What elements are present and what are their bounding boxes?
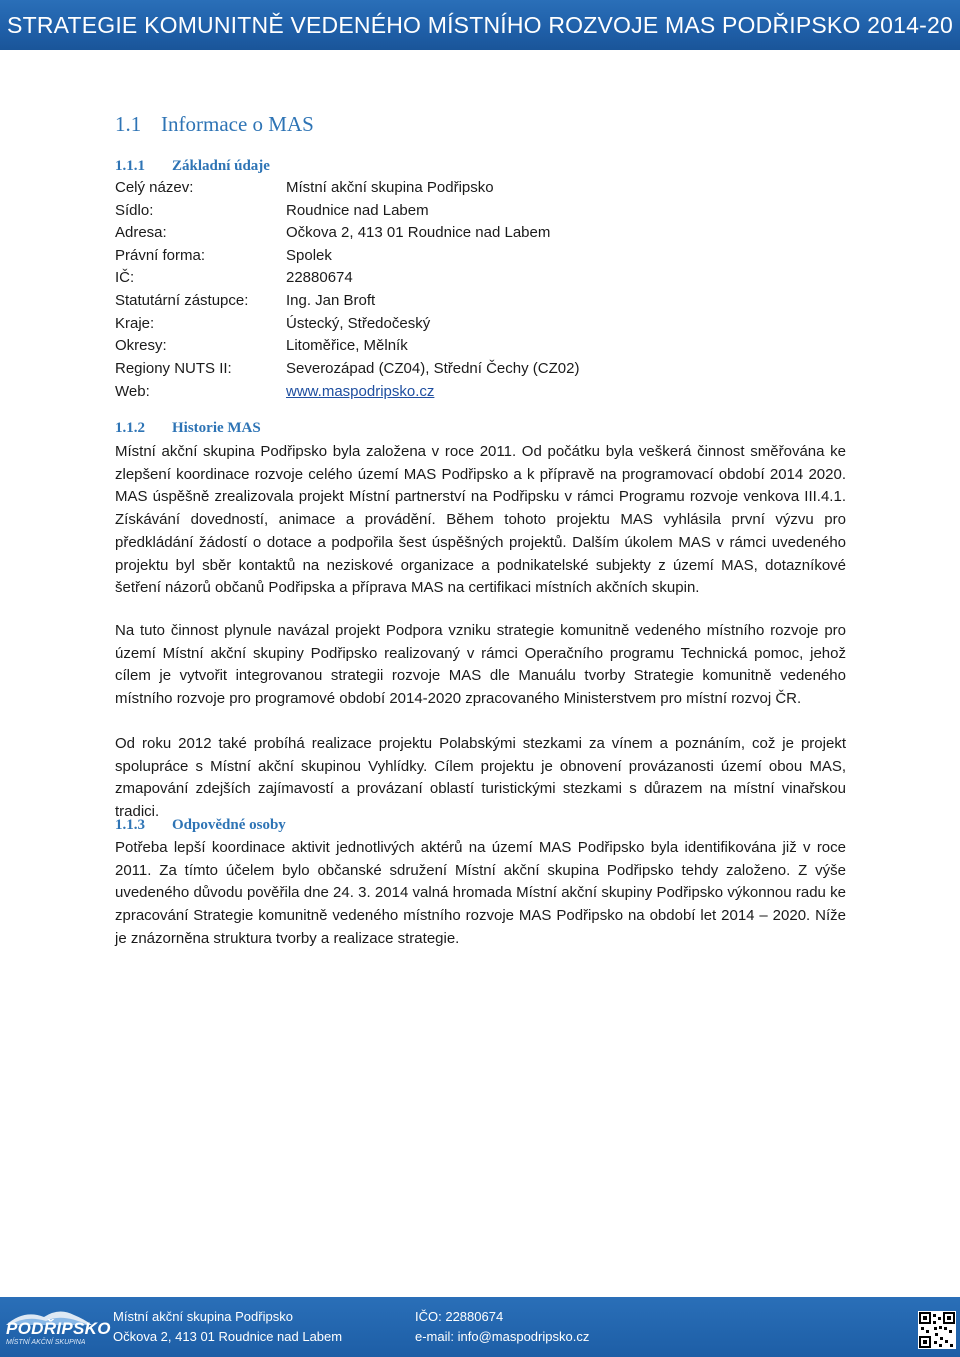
info-label: IČ: <box>115 269 135 286</box>
info-value: Ing. Jan Broft <box>286 292 376 309</box>
section-heading <box>115 112 314 137</box>
logo-subtitle: MÍSTNÍ AKČNÍ SKUPINA <box>6 1339 86 1346</box>
footer-band <box>0 1297 960 1357</box>
info-label: Celý název: <box>115 179 194 196</box>
responsible-title: Odpovědné osoby <box>172 817 286 833</box>
footer-org-name: Místní akční skupina Podřipsko <box>113 1309 293 1324</box>
section-title: Informace o MAS <box>161 112 314 136</box>
history-title: Historie MAS <box>172 420 261 436</box>
footer-address: Očkova 2, 413 01 Roudnice nad Labem <box>113 1329 343 1344</box>
info-value: Místní akční skupina Podřipsko <box>286 179 494 196</box>
info-label: Statutární zástupce: <box>115 292 249 309</box>
info-value: Severozápad (CZ04), Střední Čechy (CZ02) <box>286 360 580 377</box>
info-value: Očkova 2, 413 01 Roudnice nad Labem <box>286 224 551 241</box>
history-paragraph: Od roku 2012 také probíhá realizace projektu Polabskými stezkami za vínem a poznáním, což je projekt spolupráce s Místní akční skupinou Vyhlídky. Cílem projektu je obnovení provázanosti území obou MAS, zmapování zdejších zajímavostí a provázaní oblastí turistickými stezkami s důrazem na místní vinařskou tradici. <box>115 735 846 821</box>
qr-code-icon <box>918 1311 956 1349</box>
section-number: 1.1 <box>115 112 142 136</box>
info-value: Litoměřice, Mělník <box>286 337 408 354</box>
basic-info-heading <box>115 158 270 175</box>
info-label: Regiony NUTS II: <box>115 360 232 377</box>
responsible-heading <box>115 817 286 834</box>
info-label: Okresy: <box>115 337 167 354</box>
history-paragraph: Na tuto činnost plynule navázal projekt Podpora vzniku strategie komunitně vedeného místního rozvoje pro území Místní akční skupiny Podřipsko realizovaný v rámci Operačního programu Technická pomoc, jehož cílem je vytvořit integrovanou strategii rozvoje MAS dle Manuálu tvorby Strategie komunitně vedeného místního rozvoje pro programové období 2014-2020 zpracovaného Ministerstvem pro místní rozvoj ČR. <box>115 622 846 708</box>
info-label: Adresa: <box>115 224 167 241</box>
history-heading <box>115 420 261 437</box>
info-label: Sídlo: <box>115 202 154 219</box>
responsible-paragraph: Potřeba lepší koordinace aktivit jednotlivých aktérů na území MAS Podřipsko byla identifikována již v roce 2011. Za tímto účelem bylo občanské sdružení Místní akční skupina Podřipsko tehdy založeno. Z výše uvedeného důvodu pověřila dne 24. 3. 2014 valná hromada Místní akční skupiny Podřipsko výkonnou radu ke zpracování Strategie komunitně vedeného místního rozvoje MAS Podřipsko na období let 2014 – 2020. Níže je znázorněna struktura tvorby a realizace strategie. <box>115 839 846 947</box>
info-value: 22880674 <box>286 269 353 286</box>
history-paragraph: Místní akční skupina Podřipsko byla založena v roce 2011. Od počátku byla veškerá činnost směřována ke zlepšení koordinace rozvoje celého území MAS Podřipsko a k přípravě na programovací období 2014 2020. MAS úspěšně zrealizovala projekt Místní partnerství na Podřipsku v rámci Programu rozvoje venkova III.4.1. Získávání dovedností, animace a provádění. Během tohoto projektu MAS vyhlásila první výzvu pro předkládání žádostí o dotace a podpořila šest úspěšných projektů. Dalším úkolem MAS v rámci uvedeného projektu byl sběr kontaktů na neziskové organizace a podnikatelské subjekty z území MAS, dotazníkové šetření názorů občanů Podřipska a příprava MAS na certifikaci místních akčních skupin. <box>115 443 846 597</box>
info-value: Spolek <box>286 247 332 264</box>
footer-email: e-mail: info@maspodripsko.cz <box>415 1329 590 1344</box>
info-value: Roudnice nad Labem <box>286 202 429 219</box>
header-title: STRATEGIE KOMUNITNĚ VEDENÉHO MÍSTNÍHO ROZVOJE MAS PODŘIPSKO 2014-20 <box>7 11 953 38</box>
responsible-number: 1.1.3 <box>115 817 145 833</box>
header-banner <box>0 0 960 50</box>
footer-ico: IČO: 22880674 <box>415 1309 504 1324</box>
info-label: Právní forma: <box>115 247 206 264</box>
web-link[interactable]: www.maspodripsko.cz <box>286 383 435 400</box>
basic-info-title: Základní údaje <box>172 158 270 174</box>
logo-text: PODŘIPSKO <box>6 1319 111 1338</box>
basic-info-number: 1.1.1 <box>115 158 145 174</box>
info-label: Web: <box>115 383 150 400</box>
info-value: Ústecký, Středočeský <box>286 315 431 332</box>
history-number: 1.1.2 <box>115 420 145 436</box>
info-label: Kraje: <box>115 315 155 332</box>
